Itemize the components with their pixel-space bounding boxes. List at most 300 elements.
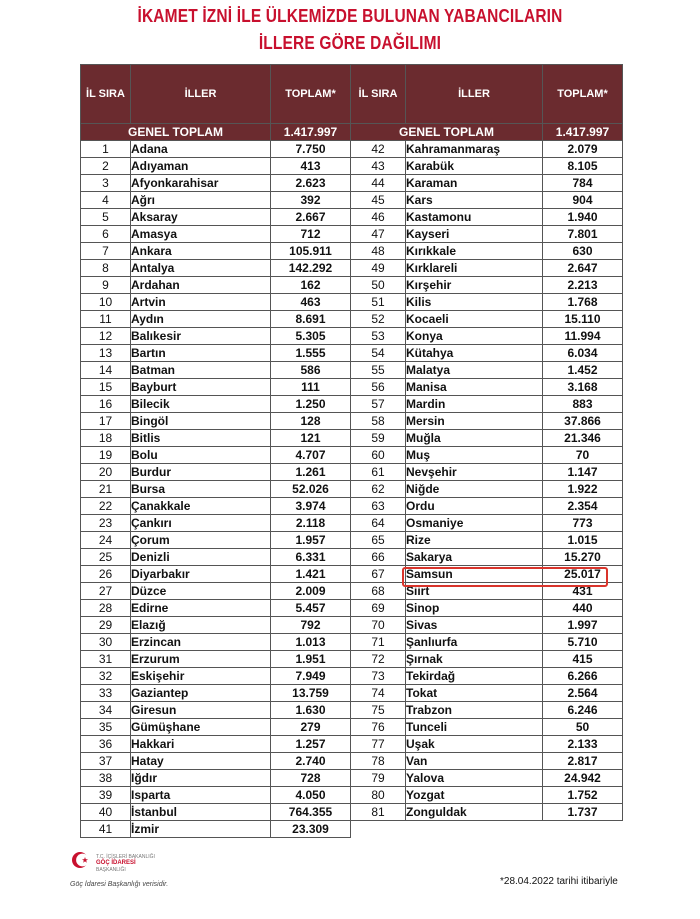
row-number: 49 xyxy=(351,260,406,277)
province-name: Gümüşhane xyxy=(131,719,271,736)
province-name: Afyonkarahisar xyxy=(131,175,271,192)
province-total: 1.257 xyxy=(271,736,351,753)
table-row xyxy=(81,498,623,515)
row-number: 58 xyxy=(351,413,406,430)
province-total: 1.940 xyxy=(543,209,623,226)
province-total: 1.922 xyxy=(543,481,623,498)
province-name: Kırşehir xyxy=(406,277,543,294)
province-total: 2.564 xyxy=(543,685,623,702)
province-total: 142.292 xyxy=(271,260,351,277)
province-total: 1.421 xyxy=(271,566,351,583)
crescent-star-icon xyxy=(70,848,92,878)
province-name: Hatay xyxy=(131,753,271,770)
grand-total-value-left: 1.417.997 xyxy=(271,124,351,141)
row-number: 48 xyxy=(351,243,406,260)
logo-text-baskanligi: BAŞKANLIĞI xyxy=(96,867,126,873)
province-total: 1.452 xyxy=(543,362,623,379)
table-row xyxy=(81,787,623,804)
row-number: 56 xyxy=(351,379,406,396)
province-total: 4.707 xyxy=(271,447,351,464)
province-name: Kastamonu xyxy=(406,209,543,226)
row-number: 52 xyxy=(351,311,406,328)
province-total: 3.974 xyxy=(271,498,351,515)
province-total: 11.994 xyxy=(543,328,623,345)
province-total: 5.457 xyxy=(271,600,351,617)
samsun-highlight-box xyxy=(402,567,608,587)
province-name: Mardin xyxy=(406,396,543,413)
province-name: Siirt xyxy=(406,583,543,600)
row-number: 38 xyxy=(81,770,131,787)
province-name: Malatya xyxy=(406,362,543,379)
province-name: Antalya xyxy=(131,260,271,277)
grand-total-value-right: 1.417.997 xyxy=(543,124,623,141)
row-number: 27 xyxy=(81,583,131,600)
province-total: 712 xyxy=(271,226,351,243)
province-name: Erzurum xyxy=(131,651,271,668)
province-name: Ordu xyxy=(406,498,543,515)
row-number: 66 xyxy=(351,549,406,566)
province-name: Kilis xyxy=(406,294,543,311)
row-number: 79 xyxy=(351,770,406,787)
row-number: 43 xyxy=(351,158,406,175)
table-row xyxy=(81,702,623,719)
province-name: Balıkesir xyxy=(131,328,271,345)
row-number: 65 xyxy=(351,532,406,549)
row-number: 37 xyxy=(81,753,131,770)
province-name: Sivas xyxy=(406,617,543,634)
province-name: Muş xyxy=(406,447,543,464)
province-total: 162 xyxy=(271,277,351,294)
row-number: 81 xyxy=(351,804,406,821)
province-total: 1.951 xyxy=(271,651,351,668)
row-number: 54 xyxy=(351,345,406,362)
province-total: 1.768 xyxy=(543,294,623,311)
province-name: İzmir xyxy=(131,821,271,838)
province-total: 2.009 xyxy=(271,583,351,600)
province-total: 70 xyxy=(543,447,623,464)
row-number: 39 xyxy=(81,787,131,804)
row-number: 12 xyxy=(81,328,131,345)
province-name: Batman xyxy=(131,362,271,379)
row-number: 72 xyxy=(351,651,406,668)
province-total: 1.957 xyxy=(271,532,351,549)
province-total: 15.270 xyxy=(543,549,623,566)
header-il-sira-left: İL SIRA xyxy=(81,65,131,124)
table-row xyxy=(81,821,623,838)
province-name: Eskişehir xyxy=(131,668,271,685)
province-name: Karaman xyxy=(406,175,543,192)
table-row xyxy=(81,634,623,651)
logo-text-goc-idaresi: GÖÇ İDARESİ xyxy=(96,860,136,866)
province-name: Çorum xyxy=(131,532,271,549)
row-number: 32 xyxy=(81,668,131,685)
province-name: Bingöl xyxy=(131,413,271,430)
province-name: Tunceli xyxy=(406,719,543,736)
province-name: Denizli xyxy=(131,549,271,566)
table-row xyxy=(81,277,623,294)
row-number: 21 xyxy=(81,481,131,498)
province-name: Yalova xyxy=(406,770,543,787)
province-total: 5.710 xyxy=(543,634,623,651)
table-row xyxy=(81,549,623,566)
province-name: Gaziantep xyxy=(131,685,271,702)
province-total: 8.105 xyxy=(543,158,623,175)
table-row xyxy=(81,770,623,787)
province-total: 2.817 xyxy=(543,753,623,770)
row-number: 1 xyxy=(81,141,131,158)
row-number: 16 xyxy=(81,396,131,413)
province-total: 463 xyxy=(271,294,351,311)
province-name: Bursa xyxy=(131,481,271,498)
province-name: Kütahya xyxy=(406,345,543,362)
province-name: Van xyxy=(406,753,543,770)
row-number: 53 xyxy=(351,328,406,345)
row-number: 9 xyxy=(81,277,131,294)
row-number: 22 xyxy=(81,498,131,515)
row-number: 31 xyxy=(81,651,131,668)
province-name: Kars xyxy=(406,192,543,209)
province-name: Samsun xyxy=(406,566,543,583)
row-number: 64 xyxy=(351,515,406,532)
row-number: 60 xyxy=(351,447,406,464)
province-name: Karabük xyxy=(406,158,543,175)
province-name: Rize xyxy=(406,532,543,549)
province-total: 6.266 xyxy=(543,668,623,685)
province-total: 24.942 xyxy=(543,770,623,787)
province-name: Manisa xyxy=(406,379,543,396)
row-number: 68 xyxy=(351,583,406,600)
province-name: Amasya xyxy=(131,226,271,243)
province-total: 121 xyxy=(271,430,351,447)
row-number: 13 xyxy=(81,345,131,362)
province-name: Yozgat xyxy=(406,787,543,804)
header-toplam-left: TOPLAM* xyxy=(271,65,351,124)
province-total: 1.997 xyxy=(543,617,623,634)
province-name: Tekirdağ xyxy=(406,668,543,685)
table-row xyxy=(81,345,623,362)
table-row xyxy=(81,243,623,260)
table-row xyxy=(81,260,623,277)
row-number: 55 xyxy=(351,362,406,379)
row-number: 17 xyxy=(81,413,131,430)
table-row xyxy=(81,158,623,175)
row-number: 23 xyxy=(81,515,131,532)
province-name: Uşak xyxy=(406,736,543,753)
province-total: 904 xyxy=(543,192,623,209)
province-total: 764.355 xyxy=(271,804,351,821)
row-number: 18 xyxy=(81,430,131,447)
province-total: 128 xyxy=(271,413,351,430)
row-number: 8 xyxy=(81,260,131,277)
row-number: 29 xyxy=(81,617,131,634)
province-total: 392 xyxy=(271,192,351,209)
row-number: 47 xyxy=(351,226,406,243)
table-row xyxy=(81,328,623,345)
province-total: 111 xyxy=(271,379,351,396)
row-number: 34 xyxy=(81,702,131,719)
row-number: 5 xyxy=(81,209,131,226)
grand-total-label-left: GENEL TOPLAM xyxy=(81,124,271,141)
province-name: Çankırı xyxy=(131,515,271,532)
province-name: Şanlıurfa xyxy=(406,634,543,651)
province-name: Düzce xyxy=(131,583,271,600)
province-total: 15.110 xyxy=(543,311,623,328)
row-number: 77 xyxy=(351,736,406,753)
province-name: Erzincan xyxy=(131,634,271,651)
row-number: 36 xyxy=(81,736,131,753)
row-number: 35 xyxy=(81,719,131,736)
row-number: 41 xyxy=(81,821,131,838)
province-name: Konya xyxy=(406,328,543,345)
province-name: Giresun xyxy=(131,702,271,719)
logo-text-ministry: T.C. İÇİŞLERİ BAKANLIĞI xyxy=(96,854,155,860)
province-total: 6.331 xyxy=(271,549,351,566)
province-total: 7.949 xyxy=(271,668,351,685)
province-name: Edirne xyxy=(131,600,271,617)
province-total: 440 xyxy=(543,600,623,617)
grand-total-row xyxy=(81,124,623,141)
province-name: Bartın xyxy=(131,345,271,362)
province-name: Kocaeli xyxy=(406,311,543,328)
province-name: Ardahan xyxy=(131,277,271,294)
table-row xyxy=(81,651,623,668)
province-total: 784 xyxy=(543,175,623,192)
province-total: 792 xyxy=(271,617,351,634)
province-total: 2.667 xyxy=(271,209,351,226)
province-total: 431 xyxy=(543,583,623,600)
province-total: 630 xyxy=(543,243,623,260)
table-row xyxy=(81,753,623,770)
province-total: 25.017 xyxy=(543,566,623,583)
provinces-table xyxy=(80,64,623,838)
row-number: 20 xyxy=(81,464,131,481)
table-row xyxy=(81,141,623,158)
province-total: 773 xyxy=(543,515,623,532)
province-total: 21.346 xyxy=(543,430,623,447)
row-number: 78 xyxy=(351,753,406,770)
row-number: 2 xyxy=(81,158,131,175)
table-row xyxy=(81,668,623,685)
province-total: 2.079 xyxy=(543,141,623,158)
province-total: 105.911 xyxy=(271,243,351,260)
province-total: 728 xyxy=(271,770,351,787)
province-total: 1.015 xyxy=(543,532,623,549)
province-name: Diyarbakır xyxy=(131,566,271,583)
table-row xyxy=(81,209,623,226)
province-total: 5.305 xyxy=(271,328,351,345)
table-row xyxy=(81,736,623,753)
row-number: 19 xyxy=(81,447,131,464)
row-number: 45 xyxy=(351,192,406,209)
province-total: 2.133 xyxy=(543,736,623,753)
table-header-row xyxy=(81,65,623,124)
province-name: Sakarya xyxy=(406,549,543,566)
province-total: 7.750 xyxy=(271,141,351,158)
row-number: 50 xyxy=(351,277,406,294)
province-name: Hakkari xyxy=(131,736,271,753)
row-number: 80 xyxy=(351,787,406,804)
province-name: Aksaray xyxy=(131,209,271,226)
province-total: 1.013 xyxy=(271,634,351,651)
province-name: Tokat xyxy=(406,685,543,702)
province-total: 1.737 xyxy=(543,804,623,821)
row-number: 15 xyxy=(81,379,131,396)
table-row xyxy=(81,311,623,328)
province-total: 50 xyxy=(543,719,623,736)
province-total: 883 xyxy=(543,396,623,413)
province-total: 1.261 xyxy=(271,464,351,481)
province-total: 586 xyxy=(271,362,351,379)
date-footnote: *28.04.2022 tarihi itibariyle xyxy=(500,876,618,887)
province-name: Kırıkkale xyxy=(406,243,543,260)
table-row xyxy=(81,379,623,396)
province-total: 8.691 xyxy=(271,311,351,328)
province-total: 1.752 xyxy=(543,787,623,804)
table-row xyxy=(81,192,623,209)
table-row xyxy=(81,362,623,379)
province-name: İstanbul xyxy=(131,804,271,821)
province-total: 23.309 xyxy=(271,821,351,838)
table-row xyxy=(81,481,623,498)
table-row xyxy=(81,226,623,243)
row-number: 76 xyxy=(351,719,406,736)
row-number: 40 xyxy=(81,804,131,821)
province-name: Ankara xyxy=(131,243,271,260)
table-row xyxy=(81,396,623,413)
row-number: 62 xyxy=(351,481,406,498)
row-number: 67 xyxy=(351,566,406,583)
row-number: 6 xyxy=(81,226,131,243)
table-row xyxy=(81,430,623,447)
province-total: 7.801 xyxy=(543,226,623,243)
row-number: 28 xyxy=(81,600,131,617)
province-total: 6.034 xyxy=(543,345,623,362)
province-total: 2.213 xyxy=(543,277,623,294)
province-name: Osmaniye xyxy=(406,515,543,532)
province-total: 3.168 xyxy=(543,379,623,396)
province-name: Burdur xyxy=(131,464,271,481)
province-name: Mersin xyxy=(406,413,543,430)
province-name: Bayburt xyxy=(131,379,271,396)
row-number: 74 xyxy=(351,685,406,702)
province-name: Kayseri xyxy=(406,226,543,243)
province-total: 2.740 xyxy=(271,753,351,770)
table-row xyxy=(81,515,623,532)
province-total: 2.647 xyxy=(543,260,623,277)
row-number: 51 xyxy=(351,294,406,311)
province-total: 2.118 xyxy=(271,515,351,532)
province-name: Bilecik xyxy=(131,396,271,413)
row-number: 61 xyxy=(351,464,406,481)
header-iller-left: İLLER xyxy=(131,65,271,124)
row-number: 11 xyxy=(81,311,131,328)
table-row xyxy=(81,804,623,821)
row-number: 33 xyxy=(81,685,131,702)
header-il-sira-right: İL SIRA xyxy=(351,65,406,124)
province-name: Kırklareli xyxy=(406,260,543,277)
row-number: 24 xyxy=(81,532,131,549)
province-name: Muğla xyxy=(406,430,543,447)
province-total: 415 xyxy=(543,651,623,668)
province-name: Trabzon xyxy=(406,702,543,719)
logo-tagline: Göç İdaresi Başkanlığı verisidir. xyxy=(70,881,169,888)
table-row xyxy=(81,413,623,430)
province-name: Aydın xyxy=(131,311,271,328)
header-toplam-right: TOPLAM* xyxy=(543,65,623,124)
province-name: Sinop xyxy=(406,600,543,617)
row-number: 59 xyxy=(351,430,406,447)
province-name: Iğdır xyxy=(131,770,271,787)
province-name: Ağrı xyxy=(131,192,271,209)
province-total: 2.354 xyxy=(543,498,623,515)
goc-idaresi-logo xyxy=(70,848,170,893)
table-row xyxy=(81,175,623,192)
row-number: 7 xyxy=(81,243,131,260)
province-total: 6.246 xyxy=(543,702,623,719)
province-name: Adıyaman xyxy=(131,158,271,175)
province-name: Bolu xyxy=(131,447,271,464)
province-name: Bitlis xyxy=(131,430,271,447)
row-number: 42 xyxy=(351,141,406,158)
province-total: 52.026 xyxy=(271,481,351,498)
row-number: 26 xyxy=(81,566,131,583)
page-title: İKAMET İZNİ İLE ÜLKEMİZDE BULUNAN YABANCILARIN xyxy=(137,6,563,26)
province-total: 1.630 xyxy=(271,702,351,719)
row-number: 4 xyxy=(81,192,131,209)
table-row xyxy=(81,532,623,549)
province-name: Isparta xyxy=(131,787,271,804)
row-number: 30 xyxy=(81,634,131,651)
row-number: 63 xyxy=(351,498,406,515)
table-row xyxy=(81,685,623,702)
province-total: 1.147 xyxy=(543,464,623,481)
province-total: 13.759 xyxy=(271,685,351,702)
province-total: 413 xyxy=(271,158,351,175)
province-name: Çanakkale xyxy=(131,498,271,515)
row-number: 46 xyxy=(351,209,406,226)
row-number: 44 xyxy=(351,175,406,192)
province-name: Niğde xyxy=(406,481,543,498)
province-name: Nevşehir xyxy=(406,464,543,481)
blank-area xyxy=(351,821,623,838)
table-row xyxy=(81,617,623,634)
province-name: Artvin xyxy=(131,294,271,311)
row-number: 25 xyxy=(81,549,131,566)
row-number: 69 xyxy=(351,600,406,617)
province-name: Kahramanmaraş xyxy=(406,141,543,158)
province-name: Zonguldak xyxy=(406,804,543,821)
table-row xyxy=(81,719,623,736)
province-name: Elazığ xyxy=(131,617,271,634)
province-name: Şırnak xyxy=(406,651,543,668)
table-row xyxy=(81,447,623,464)
table-row xyxy=(81,600,623,617)
row-number: 75 xyxy=(351,702,406,719)
row-number: 71 xyxy=(351,634,406,651)
province-total: 1.250 xyxy=(271,396,351,413)
province-name: Adana xyxy=(131,141,271,158)
row-number: 3 xyxy=(81,175,131,192)
province-total: 2.623 xyxy=(271,175,351,192)
row-number: 57 xyxy=(351,396,406,413)
grand-total-label-right: GENEL TOPLAM xyxy=(351,124,543,141)
table-row xyxy=(81,294,623,311)
row-number: 70 xyxy=(351,617,406,634)
page-subtitle: İLLERE GÖRE DAĞILIMI xyxy=(258,33,442,53)
row-number: 10 xyxy=(81,294,131,311)
table-body xyxy=(81,124,623,838)
province-total: 279 xyxy=(271,719,351,736)
